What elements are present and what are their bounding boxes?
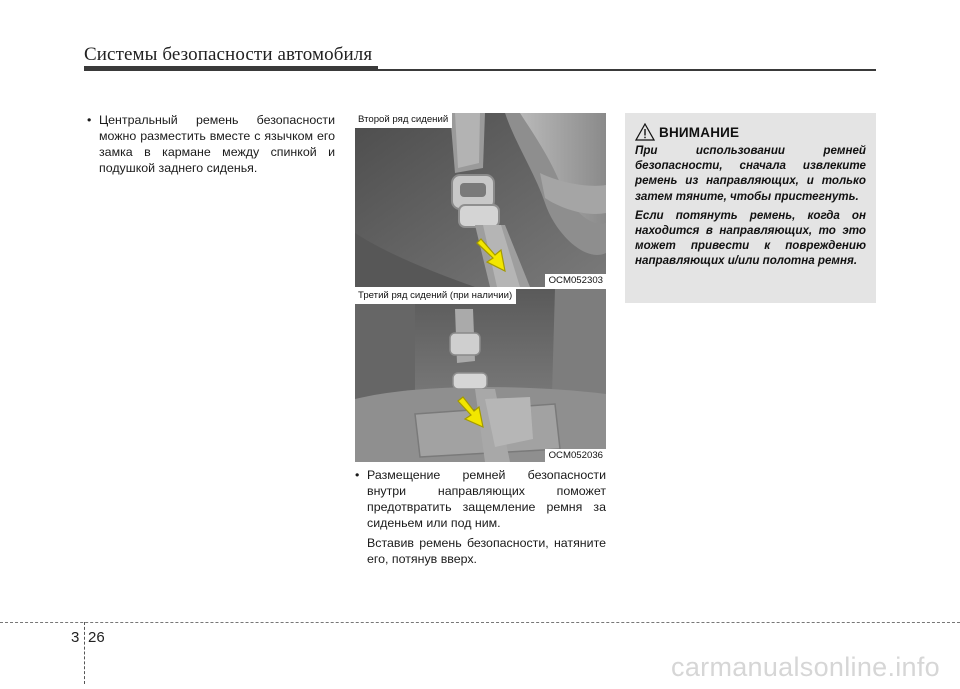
warning-triangle-icon [635,123,655,141]
middle-bullet-body [355,467,606,567]
header-rule-thick [84,66,378,71]
figure-second-row-label: Второй ряд сидений [355,113,452,128]
warning-box [625,113,876,303]
figure-third-row [355,289,606,462]
figure-second-row-illustration [355,113,606,287]
figure-third-row-label: Третий ряд сидений (при наличии) [355,289,516,304]
figure-second-row-code: OCM052303 [545,274,606,287]
figure-third-row-code: OCM052036 [545,449,606,462]
warning-title: ВНИМАНИЕ [659,124,740,140]
header-rule-thin [378,69,876,71]
left-bullet-text: Центральный ремень безопасности можно разместить вместе с язычком его замка в кармане между спинкой и подушкой заднего сиденья. [99,113,335,175]
middle-paragraph-2: Вставив ремень безопасности, натяните его, потянув вверх. [367,536,606,566]
bullet-marker: • [355,468,360,482]
footer-dashed-divider [84,622,85,684]
warning-header [635,123,866,141]
page-number: 26 [88,629,105,646]
footer-dashed-line [0,622,960,623]
chapter-number: 3 [71,629,80,646]
left-bullet [87,112,335,176]
middle-paragraph-1: Размещение ремней безопасности внутри направляющих поможет предотвратить защемление ремня за сиденьем или под ним. [367,468,606,530]
middle-bullet [355,467,606,567]
warning-paragraph-1: При использовании ремней безопасности, сначала извлеките ремень из направляющих, и только затем тяните, чтобы пристегнуть. [635,144,866,203]
figure-third-row-illustration [355,289,606,462]
page-title: Системы безопасности автомобиля [84,44,373,65]
bullet-marker: • [87,113,92,127]
watermark: carmanualsonline.info [671,652,940,682]
warning-paragraph-2: Если потянуть ремень, когда он находится в направляющих, то это может привести к повреждению направляющих и/или полотна ремня. [635,208,866,268]
figure-second-row [355,113,606,287]
